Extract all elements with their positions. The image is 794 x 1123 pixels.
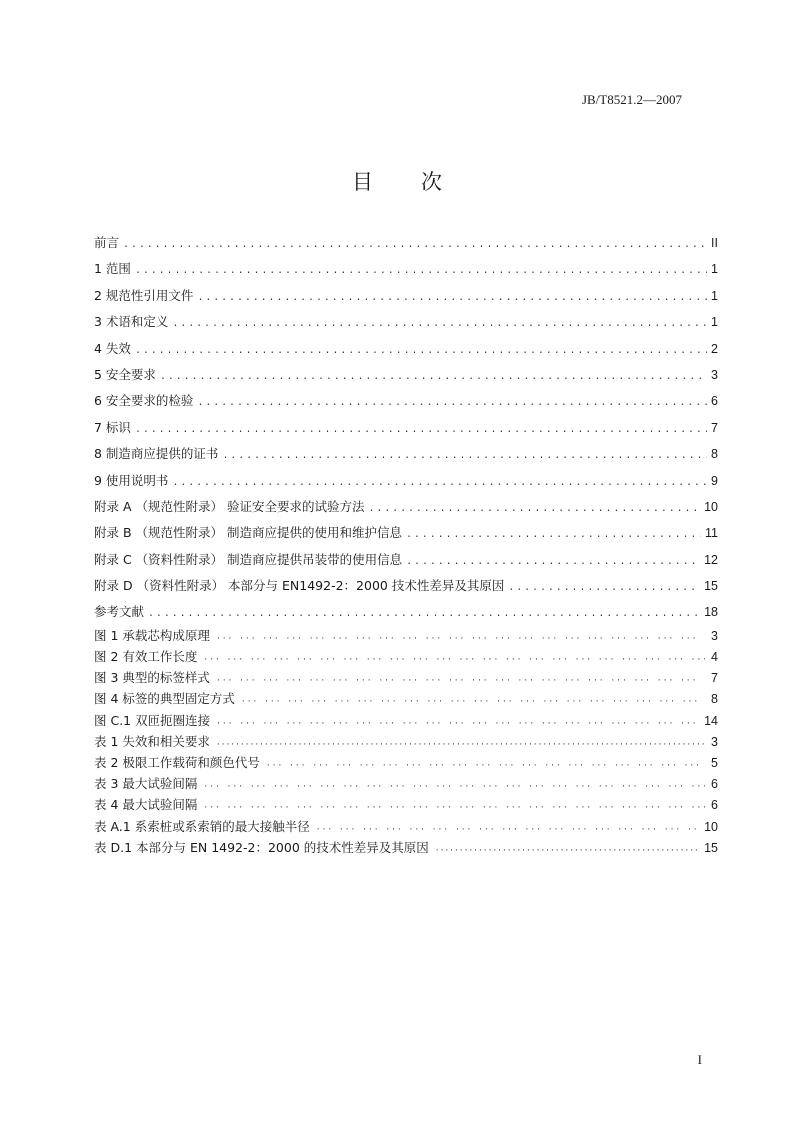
toc-entry-label: 3 术语和定义 (94, 314, 169, 330)
dot-leader (135, 422, 707, 439)
figure-entry[interactable] (94, 628, 718, 649)
dot-leader (216, 673, 705, 689)
toc-entry-label: 附录 C （资料性附录） 制造商应提供吊装带的使用信息 (94, 551, 403, 567)
table-entry-label: 表 A.1 系索桩或系索销的最大接触半径 (94, 818, 310, 834)
toc-entry[interactable] (94, 498, 718, 524)
figure-entry-label: 图 C.1 双匝扼圈连接 (94, 712, 211, 728)
toc-title-char-2: 次 (421, 170, 442, 194)
table-entry[interactable] (94, 776, 718, 797)
toc-entry-page: 7 (711, 420, 718, 435)
toc-entry-page: 6 (711, 394, 718, 409)
dot-leader (160, 369, 707, 386)
dot-leader (203, 779, 705, 795)
toc-entry-label: 4 失效 (94, 340, 131, 356)
table-entry-label: 表 D.1 本部分与 EN 1492-2：2000 的技术性差异及其原因 (94, 839, 429, 855)
dot-leader (241, 694, 705, 710)
toc-entry-page: 1 (711, 315, 718, 330)
toc-entry[interactable] (94, 419, 718, 445)
dot-leader (203, 800, 705, 816)
dot-leader (316, 822, 698, 838)
toc-entry-label: 6 安全要求的检验 (94, 393, 194, 409)
figure-entry-label: 图 4 标签的典型固定方式 (94, 691, 235, 707)
figure-entry-page: 4 (711, 650, 718, 665)
table-entry-label: 表 1 失效和相关要求 (94, 733, 210, 749)
table-entry[interactable] (94, 734, 718, 755)
toc-entry[interactable] (94, 366, 718, 392)
toc-entry-page: 9 (711, 473, 718, 488)
toc-entry[interactable] (94, 392, 718, 418)
table-of-contents (94, 234, 718, 861)
figures-tables-list (94, 628, 718, 861)
toc-entry[interactable] (94, 313, 718, 339)
toc-entry[interactable] (94, 524, 718, 550)
toc-entry[interactable] (94, 445, 718, 471)
dot-leader (172, 316, 707, 333)
toc-entry-label: 5 安全要求 (94, 366, 156, 382)
figure-entry-page: 14 (704, 713, 718, 728)
dot-leader (197, 395, 707, 412)
table-entry[interactable] (94, 819, 718, 840)
toc-entry-page: 18 (704, 605, 718, 620)
table-entry-label: 表 2 极限工作载荷和颜色代号 (94, 754, 260, 770)
table-entry-label: 表 4 最大试验间隔 (94, 797, 198, 813)
table-entry[interactable] (94, 755, 718, 776)
toc-entry-page: 1 (711, 288, 718, 303)
toc-entry-page: 11 (705, 526, 718, 541)
toc-entry-label: 9 使用说明书 (94, 472, 169, 488)
toc-entry[interactable] (94, 287, 718, 313)
document-code: JB/T8521.2—2007 (581, 92, 682, 107)
figure-entry-label: 图 3 典型的标签样式 (94, 670, 210, 686)
dot-leader (148, 606, 700, 623)
figure-entry-label: 图 2 有效工作长度 (94, 649, 198, 665)
toc-entry-page: 1 (711, 262, 718, 277)
toc-entry-label: 8 制造商应提供的证书 (94, 446, 219, 462)
dot-leader (172, 475, 707, 492)
figure-entry-page: 8 (711, 692, 718, 707)
table-entry-page: 10 (704, 819, 718, 834)
toc-entry-page: 3 (711, 367, 718, 382)
toc-entry-label: 附录 A （规范性附录） 验证安全要求的试验方法 (94, 498, 365, 514)
figure-entry-label: 图 1 承载芯构成原理 (94, 627, 210, 643)
table-entry[interactable] (94, 840, 718, 861)
toc-title (0, 166, 794, 196)
table-entry[interactable] (94, 797, 718, 818)
toc-entry-label: 参考文献 (94, 604, 145, 620)
toc-entry-label: 附录 B （规范性附录） 制造商应提供的使用和维护信息 (94, 525, 402, 541)
toc-entry[interactable] (94, 340, 718, 366)
toc-entry[interactable] (94, 577, 718, 603)
dot-leader (508, 580, 700, 597)
figure-entry[interactable] (94, 670, 718, 691)
table-entry-page: 6 (711, 777, 718, 792)
dot-leader (216, 716, 698, 732)
figure-entry[interactable] (94, 691, 718, 712)
dot-leader (216, 631, 705, 647)
toc-entry[interactable] (94, 551, 718, 577)
table-entry-page: 3 (711, 734, 718, 749)
toc-entry-page: 10 (704, 499, 718, 514)
dot-leader (266, 758, 705, 774)
dot-leader (135, 343, 707, 360)
dot-leader (435, 843, 698, 859)
toc-entry-page: 12 (704, 552, 718, 567)
dot-leader (222, 448, 707, 465)
toc-entry-label: 1 范围 (94, 261, 131, 277)
toc-entry-page: II (711, 236, 718, 250)
dot-leader (197, 290, 707, 307)
toc-entry-label: 附录 D （资料性附录） 本部分与 EN1492-2：2000 技术性差异及其原因 (94, 578, 505, 594)
table-entry-page: 6 (711, 798, 718, 813)
table-entry-page: 15 (704, 840, 718, 855)
figure-entry[interactable] (94, 713, 718, 734)
toc-title-char-1: 目 (352, 170, 373, 194)
toc-entry[interactable] (94, 472, 718, 498)
dot-leader (123, 237, 707, 254)
page-number: I (697, 1052, 702, 1067)
dot-leader (368, 501, 700, 518)
toc-entry-label: 前言 (94, 235, 120, 250)
figure-entry-page: 7 (711, 671, 718, 686)
toc-entry[interactable] (94, 234, 718, 260)
toc-entry[interactable] (94, 603, 718, 629)
dot-leader (216, 737, 705, 753)
dot-leader (135, 263, 707, 280)
toc-entry[interactable] (94, 260, 718, 286)
dot-leader (203, 652, 705, 668)
figure-entry[interactable] (94, 649, 718, 670)
toc-entry-label: 2 规范性引用文件 (94, 287, 194, 303)
toc-entry-page: 8 (711, 447, 718, 462)
toc-entry-page: 2 (711, 341, 718, 356)
toc-entry-label: 7 标识 (94, 419, 131, 435)
table-entry-label: 表 3 最大试验间隔 (94, 776, 198, 792)
table-entry-page: 5 (711, 755, 718, 770)
figure-entry-page: 3 (711, 628, 718, 643)
dot-leader (406, 527, 701, 544)
dot-leader (406, 554, 700, 571)
toc-entry-page: 15 (704, 579, 718, 594)
